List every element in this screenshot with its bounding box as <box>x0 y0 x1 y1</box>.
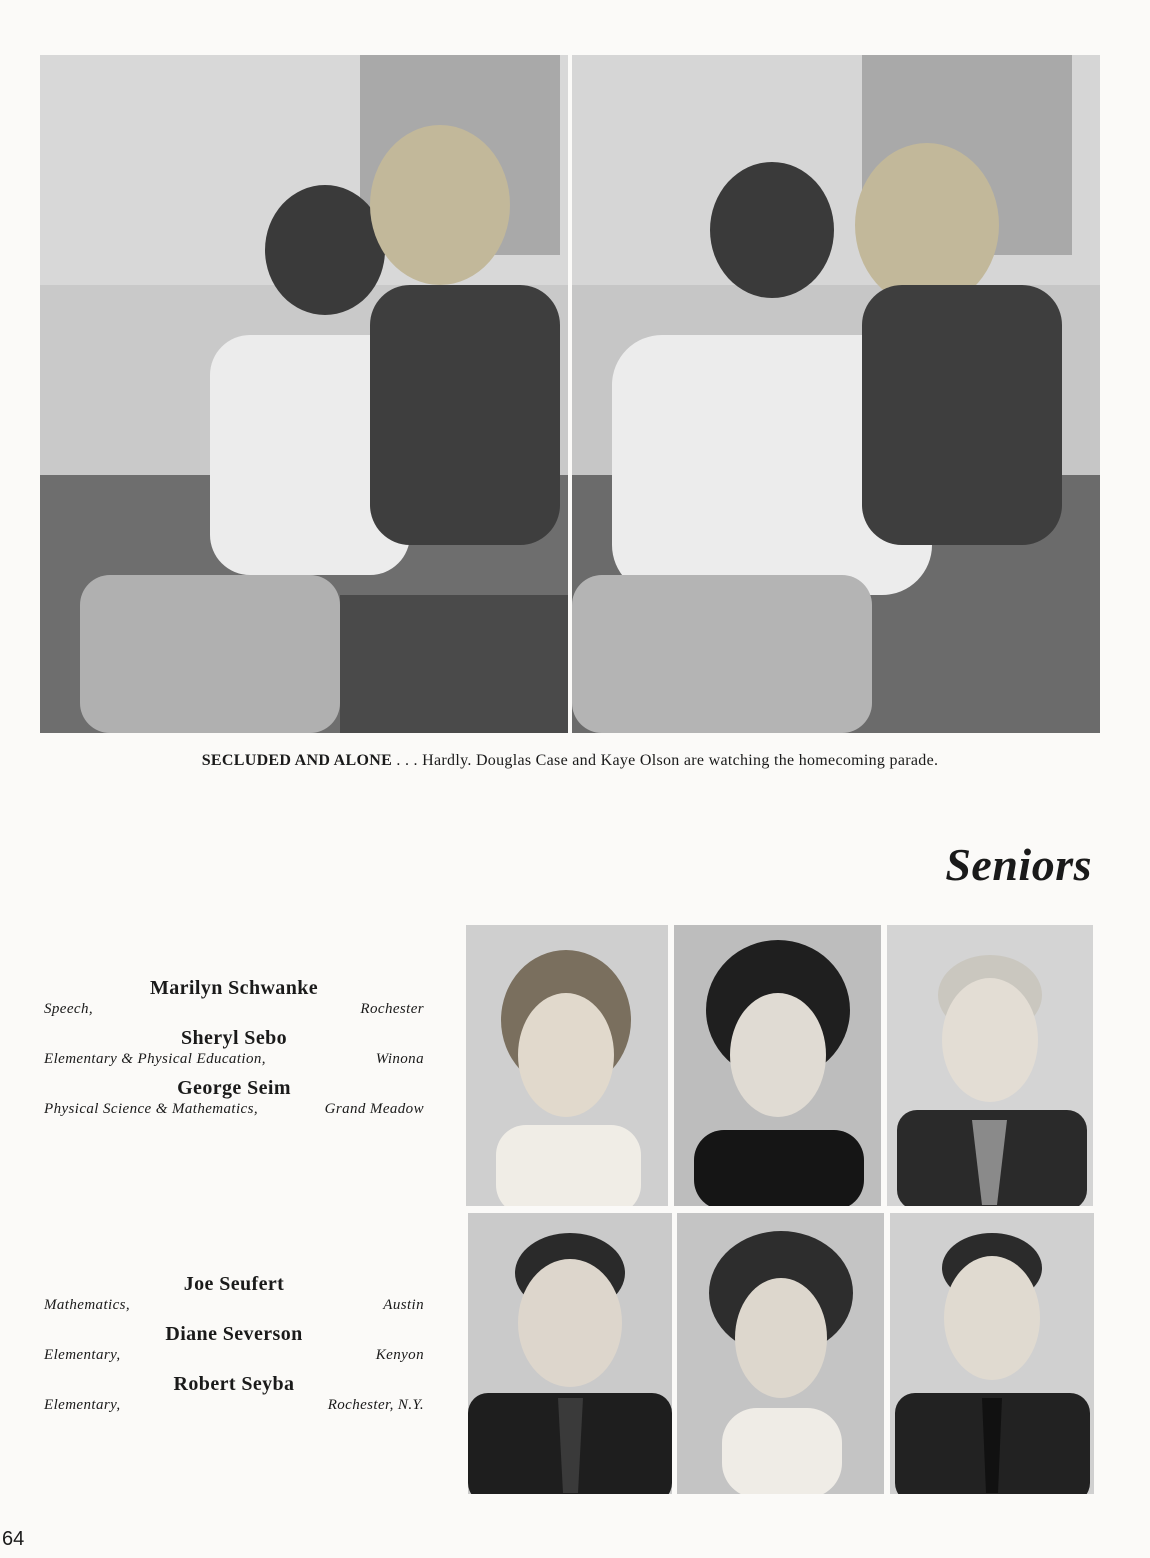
senior-entry <box>44 1322 424 1364</box>
page-number: 64 <box>2 1528 25 1550</box>
senior-name: Joe Seufert <box>183 1273 285 1295</box>
senior-hometown: Austin <box>383 1297 424 1313</box>
portrait-sheryl-sebo <box>674 925 881 1206</box>
senior-major: Mathematics, <box>44 1297 131 1313</box>
senior-hometown: Kenyon <box>375 1347 424 1363</box>
senior-name: George Seim <box>177 1077 291 1099</box>
senior-name: Marilyn Schwanke <box>149 977 319 999</box>
senior-hometown: Winona <box>375 1051 424 1067</box>
caption-text: . . . Hardly. Douglas Case and Kaye Olson are watching the homecoming parade. <box>392 752 939 769</box>
senior-entry <box>44 1272 424 1314</box>
portrait-diane-severson <box>677 1213 884 1494</box>
senior-list-2 <box>44 1272 424 1422</box>
caption-lead: SECLUDED AND ALONE <box>201 752 393 769</box>
portrait-marilyn-schwanke <box>466 925 668 1206</box>
senior-major: Elementary, <box>44 1347 121 1363</box>
senior-major: Speech, <box>44 1001 94 1017</box>
senior-entry <box>44 1026 424 1068</box>
senior-major: Physical Science & Mathematics, <box>44 1101 258 1117</box>
senior-major: Elementary, <box>44 1397 121 1413</box>
senior-list-1 <box>44 976 424 1126</box>
section-title: Seniors <box>945 839 1092 890</box>
couple-photo-left <box>40 55 568 733</box>
senior-hometown: Rochester, N.Y. <box>327 1397 424 1413</box>
senior-entry <box>44 976 424 1018</box>
senior-name: Robert Seyba <box>173 1373 295 1395</box>
photo-caption <box>40 752 1100 770</box>
senior-hometown: Grand Meadow <box>324 1101 424 1117</box>
senior-name: Sheryl Sebo <box>180 1027 288 1049</box>
portrait-joe-seufert <box>468 1213 672 1494</box>
senior-hometown: Rochester <box>360 1001 424 1017</box>
senior-major: Elementary & Physical Education, <box>44 1051 266 1067</box>
portrait-george-seim <box>887 925 1093 1206</box>
portrait-robert-seyba <box>890 1213 1094 1494</box>
couple-photo-right <box>572 55 1100 733</box>
senior-entry <box>44 1076 424 1118</box>
senior-name: Diane Severson <box>165 1323 303 1345</box>
senior-entry <box>44 1372 424 1414</box>
